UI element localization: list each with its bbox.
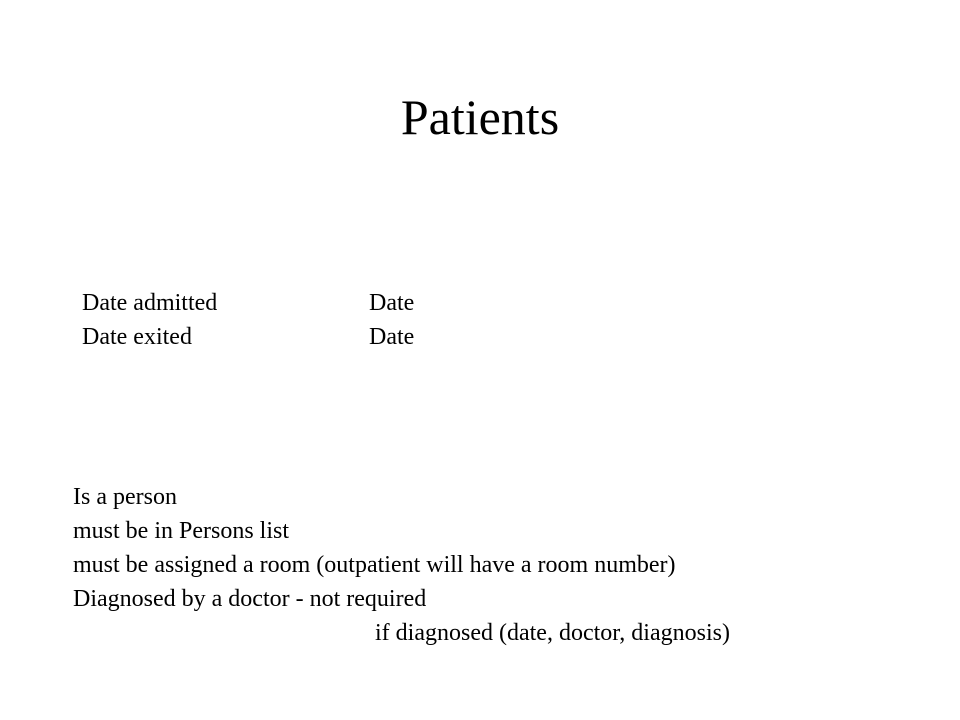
field-row-date-admitted	[82, 286, 414, 320]
field-name: Date admitted	[82, 290, 218, 316]
notes-list	[73, 480, 730, 650]
note-persons-list: must be in Persons list	[73, 518, 290, 544]
note-if-diagnosed: if diagnosed (date, doctor, diagnosis)	[375, 620, 730, 646]
slide-title: Patients	[400, 89, 560, 145]
field-row-date-exited	[82, 320, 414, 354]
note-is-a-person: Is a person	[73, 484, 177, 510]
note-diagnosed: Diagnosed by a doctor - not required	[73, 586, 427, 612]
field-name: Date exited	[82, 324, 192, 350]
field-list	[82, 286, 414, 354]
field-type: Date	[369, 324, 415, 350]
field-type: Date	[369, 290, 415, 316]
note-room-assignment: must be assigned a room (outpatient will have a room number)	[73, 552, 676, 578]
